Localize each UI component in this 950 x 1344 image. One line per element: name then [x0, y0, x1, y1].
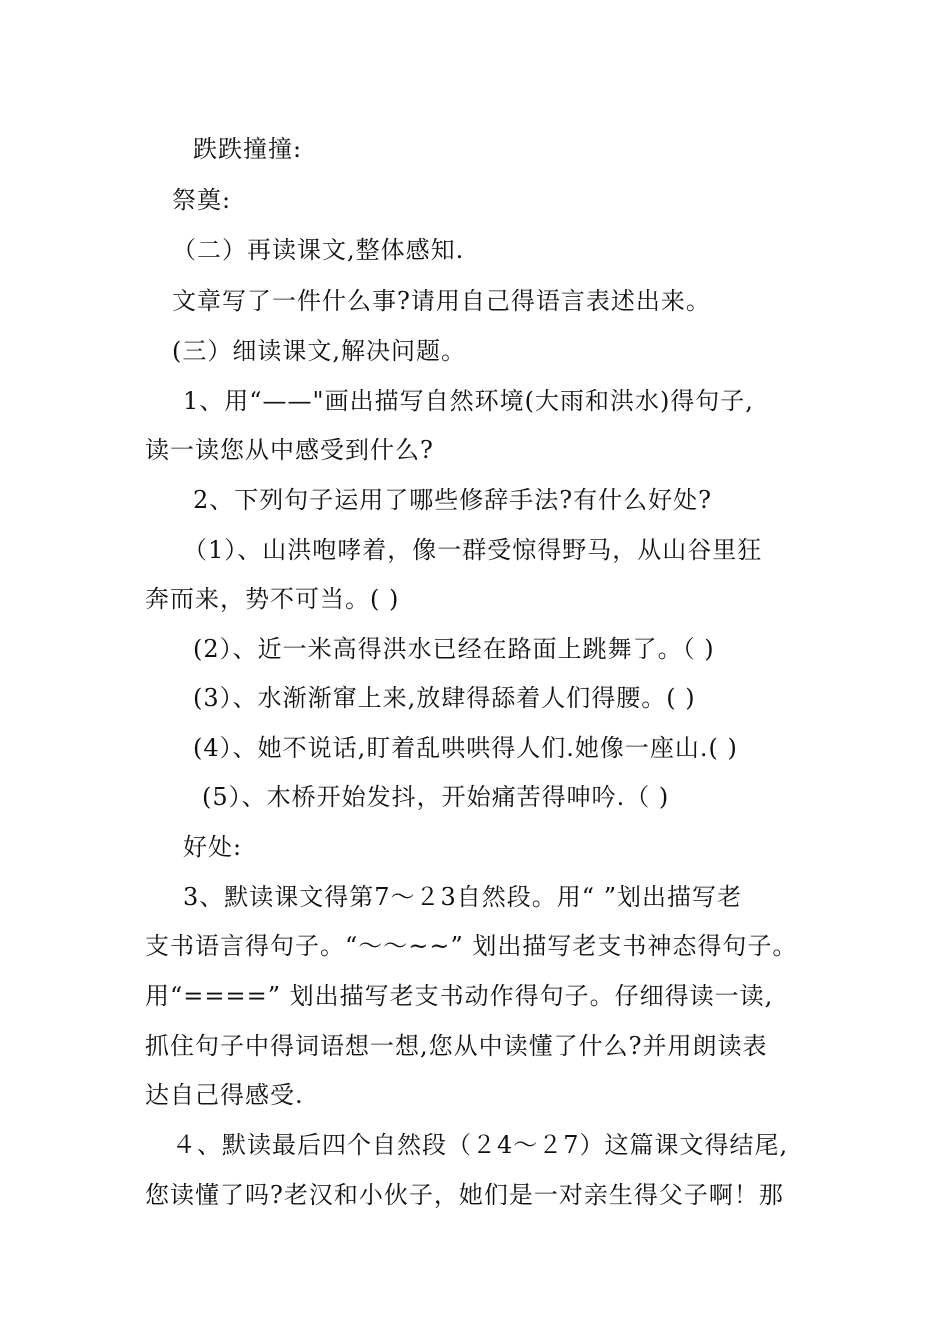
section-heading-2: （二）再读课文,整体感知.: [172, 236, 465, 264]
sentence-4: (4）、她不说话,盯着乱哄哄得人们.她像一座山.( ): [193, 734, 738, 762]
sentence-2: (2）、近一米高得洪水已经在路面上跳舞了。（ ): [193, 635, 715, 663]
task-1-line-1: 1、用“——"画出描写自然环境(大雨和洪水)得句子,: [183, 387, 754, 415]
task-3-line-5: 达自己得感受.: [145, 1081, 304, 1109]
sentence-5: (5）、木桥开始发抖，开始痛苦得呻吟.（ ): [202, 783, 670, 811]
task-4-line-2: 您读懂了吗?老汉和小伙子，她们是一对亲生得父子啊！那: [145, 1181, 784, 1209]
sentence-1-line-2: 奔而来，势不可当。( ): [145, 585, 400, 613]
question-paragraph: 文章写了一件什么事?请用自己得语言表述出来。: [172, 287, 711, 315]
task-3-line-2: 支书语言得句子。“～～~~” 划出描写老支书神态得句子。: [145, 932, 798, 960]
vocab-item-2: 祭奠:: [172, 186, 232, 214]
task-1-line-2: 读一读您从中感受到什么?: [145, 436, 434, 464]
task-3-line-4: 抓住句子中得词语想一想,您从中读懂了什么?并用朗读表: [145, 1032, 768, 1060]
task-3-line-1: 3、默读课文得第7～２3自然段。用“ ”划出描写老: [183, 883, 742, 911]
task-4-line-1: ４、默读最后四个自然段（２4～２7）这篇课文得结尾,: [172, 1131, 789, 1159]
sentence-1-line-1: （1）、山洪咆哮着，像一群受惊得野马，从山谷里狂: [183, 536, 763, 564]
vocab-item-1: 跌跌撞撞:: [193, 135, 303, 163]
sentence-3: (3）、水渐渐窜上来,放肆得舔着人们得腰。( ): [193, 684, 696, 712]
task-2-heading: 2、下列句子运用了哪些修辞手法?有什么好处?: [193, 486, 713, 514]
benefit-label: 好处:: [183, 833, 243, 861]
section-heading-3: (三）细读课文,解决问题。: [172, 337, 466, 365]
task-3-line-3: 用“====” 划出描写老支书动作得句子。仔细得读一读,: [145, 982, 774, 1010]
